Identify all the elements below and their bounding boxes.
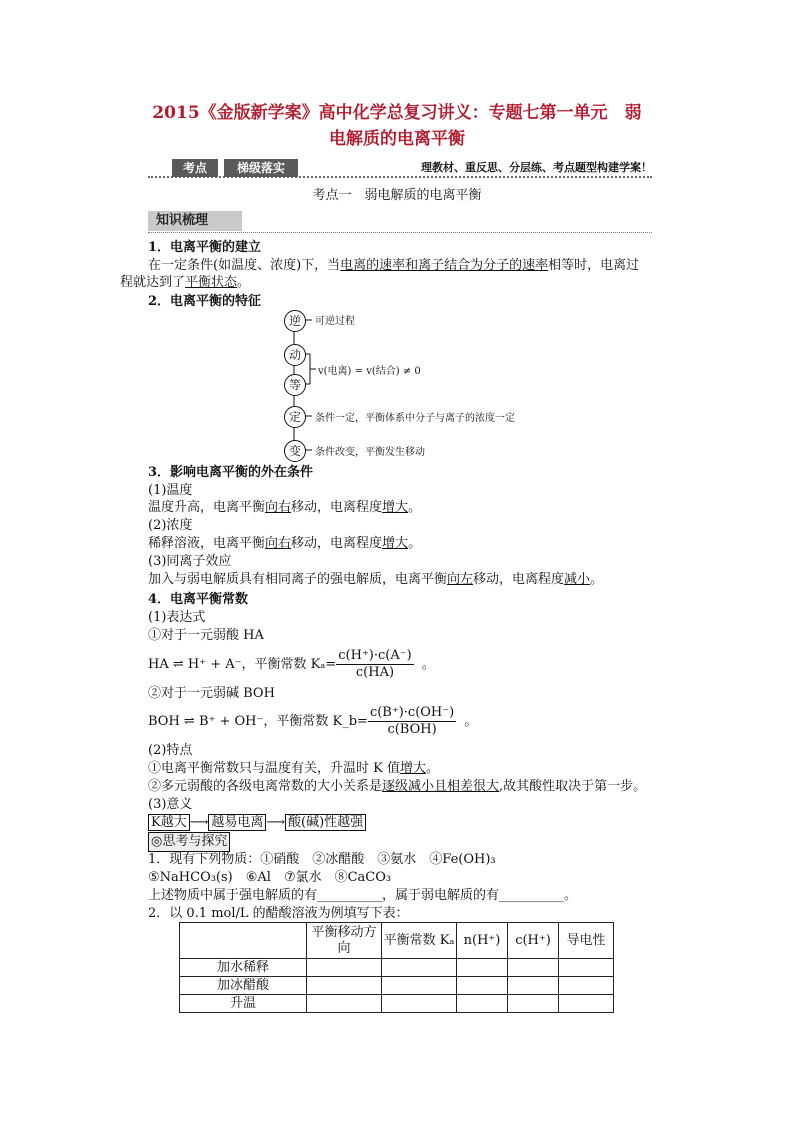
node-bian: 变 [284,440,306,462]
table-row [180,959,614,977]
node-ding: 定 [284,406,306,428]
arrow-icon: ⟶ [266,815,286,830]
node-deng: 等 [284,374,306,396]
table-row-label: 加冰醋酸 [180,977,307,995]
s3-text: 移动，电离程度 [291,500,383,515]
section-divider [148,231,652,233]
s3-text: 移动，电离程度 [291,536,383,551]
q1-line3: 上述物质中属于强电解质的有__________，属于弱电解质的有__________。 [148,888,578,903]
table-header: 平衡常数 Kₐ [382,923,457,959]
think-label: ◎思考与探究 [148,832,230,852]
s3-text: 。 [408,500,422,515]
page-title-line1: 2015《金版新学案》高中化学总复习讲义：专题七第一单元 弱 [152,103,642,123]
table-header: c(H⁺) [508,923,559,959]
s3-answer: 向左 [447,572,474,587]
table-cell[interactable] [508,959,559,977]
s1-line1 [148,257,639,275]
table-cell[interactable] [508,995,559,1013]
table-row-label: 加水稀释 [180,959,307,977]
s1-text: 相等时，电离过 [548,258,640,273]
s3-answer: 增大 [382,500,409,515]
f2-text: ②多元弱酸的各级电离常数的大小关系是 [148,779,383,794]
arrow-icon: ⟶ [189,815,209,830]
table-header: n(H⁺) [457,923,508,959]
s4-meaning-chain [148,814,366,832]
s4-heading: 4．电离平衡常数 [148,592,249,607]
s4-expr-label: (1)表达式 [148,610,206,625]
diagram-lines [280,310,580,460]
s2-heading: 2．电离平衡的特征 [148,294,262,309]
s3-answer: 增大 [382,536,409,551]
desc-dong-deng: v(电离) = v(结合) ≠ 0 [318,366,421,377]
table-cell[interactable] [457,995,508,1013]
base-fraction [368,705,456,738]
s3-ion-line [148,571,603,589]
node-dong: 动 [284,344,306,366]
chain-box-2: 越易电离 [208,814,266,831]
table-row [180,995,614,1013]
chain-box-1: K越大 [148,814,190,831]
s4-meaning-label: (3)意义 [148,797,193,812]
s3-text: 移动，电离程度 [473,572,565,587]
s3-temp-line [148,499,421,517]
s4-feature-1 [148,760,439,778]
table-cell[interactable] [382,959,457,977]
banner-slogan: 理教材、重反思、分层练、考点题型构建学案！ [421,161,652,174]
base-end: 。 [464,713,478,729]
banner-tag-kaodian: 考点 [172,159,218,177]
s1-heading: 1．电离平衡的建立 [148,240,262,255]
f2-answer: 逐级减小且相差很大 [382,779,500,794]
s4-acid-equation [148,648,435,681]
section-banner [148,157,652,181]
q1-line2: ⑤NaHCO₃(s) ⑥Al ⑦氯水 ⑧CaCO₃ [148,870,392,885]
s1-text: 程就达到了 [120,275,186,290]
s1-text: 在一定条件(如温度、浓度)下，当 [148,258,341,273]
s3-answer: 减小 [564,572,591,587]
page-title-line2: 电解质的电离平衡 [329,129,465,149]
table-cell[interactable] [457,977,508,995]
table-header: 导电性 [559,923,614,959]
table-row-label: 升温 [180,995,307,1013]
answer-table [179,922,614,1013]
desc-ni: 可逆过程 [315,316,355,327]
s1-line2 [120,274,250,292]
f1-text: ①电离平衡常数只与温度有关，升温时 K 值 [148,761,400,776]
f1-text: 。 [426,761,440,776]
s4-base-equation [148,705,477,738]
table-cell[interactable] [382,995,457,1013]
base-denominator: c(BOH) [387,722,437,737]
s1-answer-1: 电离的速率和离子结合为分子的速率 [340,258,549,273]
section-label: 知识梳理 [148,211,242,231]
table-cell[interactable] [382,977,457,995]
s3-text: 。 [408,536,422,551]
acid-numerator: c(H⁺)·c(A⁻) [338,648,412,663]
table-header [180,923,307,959]
desc-bian: 条件改变，平衡发生移动 [315,447,425,458]
table-cell[interactable] [307,959,382,977]
base-eq-text: BOH ⇌ B⁺ + OH⁻，平衡常数 K_b= [148,713,368,729]
acid-eq-text: HA ⇌ H⁺ + A⁻，平衡常数 Kₐ= [148,656,337,672]
s3-conc-label: (2)浓度 [148,518,193,533]
s3-temp-label: (1)温度 [148,483,193,498]
s3-ion-label: (3)同离子效应 [148,554,232,569]
q1-line1: 1．现有下列物质：①硝酸 ②冰醋酸 ③氨水 ④Fe(OH)₃ [148,852,496,867]
base-numerator: c(B⁺)·c(OH⁻) [369,705,455,720]
table-cell[interactable] [559,959,614,977]
f2-text: ,故其酸性取决于第一步。 [499,779,647,794]
s3-answer: 向右 [265,500,292,515]
s3-text: 加入与弱电解质具有相同离子的强电解质，电离平衡 [148,572,448,587]
desc-ding: 条件一定，平衡体系中分子与离子的浓度一定 [315,413,515,424]
table-cell[interactable] [559,995,614,1013]
acid-end: 。 [421,656,435,672]
table-cell[interactable] [307,995,382,1013]
s1-text: 。 [237,275,251,290]
equilibrium-features-diagram [280,310,580,460]
acid-fraction [336,648,413,681]
table-cell[interactable] [307,977,382,995]
acid-denominator: c(HA) [355,665,395,680]
s4-feature-label: (2)特点 [148,743,193,758]
s3-text: 温度升高，电离平衡 [148,500,266,515]
table-cell[interactable] [457,959,508,977]
f1-answer: 增大 [399,761,426,776]
s3-answer: 向右 [265,536,292,551]
s3-text: 稀释溶液，电离平衡 [148,536,266,551]
table-cell[interactable] [559,977,614,995]
topic-heading: 考点一 弱电解质的电离平衡 [312,188,482,203]
s3-heading: 3．影响电离平衡的外在条件 [148,465,314,480]
s3-text: 。 [590,572,604,587]
table-header-row [180,923,614,959]
s1-answer-2: 平衡状态 [185,275,238,290]
banner-tag-tiji: 梯级落实 [224,159,298,177]
node-ni: 逆 [284,310,306,332]
table-cell[interactable] [508,977,559,995]
chain-box-3: 酸(碱)性越强 [285,814,366,831]
s4-base-head: ②对于一元弱碱 BOH [148,686,275,701]
table-header: 平衡移动方向 [307,923,382,959]
q2-text: 2．以 0.1 mol/L 的醋酸溶液为例填写下表： [148,906,409,921]
s4-acid-head: ①对于一元弱酸 HA [148,628,264,643]
s4-feature-2 [148,778,646,796]
table-row [180,977,614,995]
s3-conc-line [148,535,421,553]
